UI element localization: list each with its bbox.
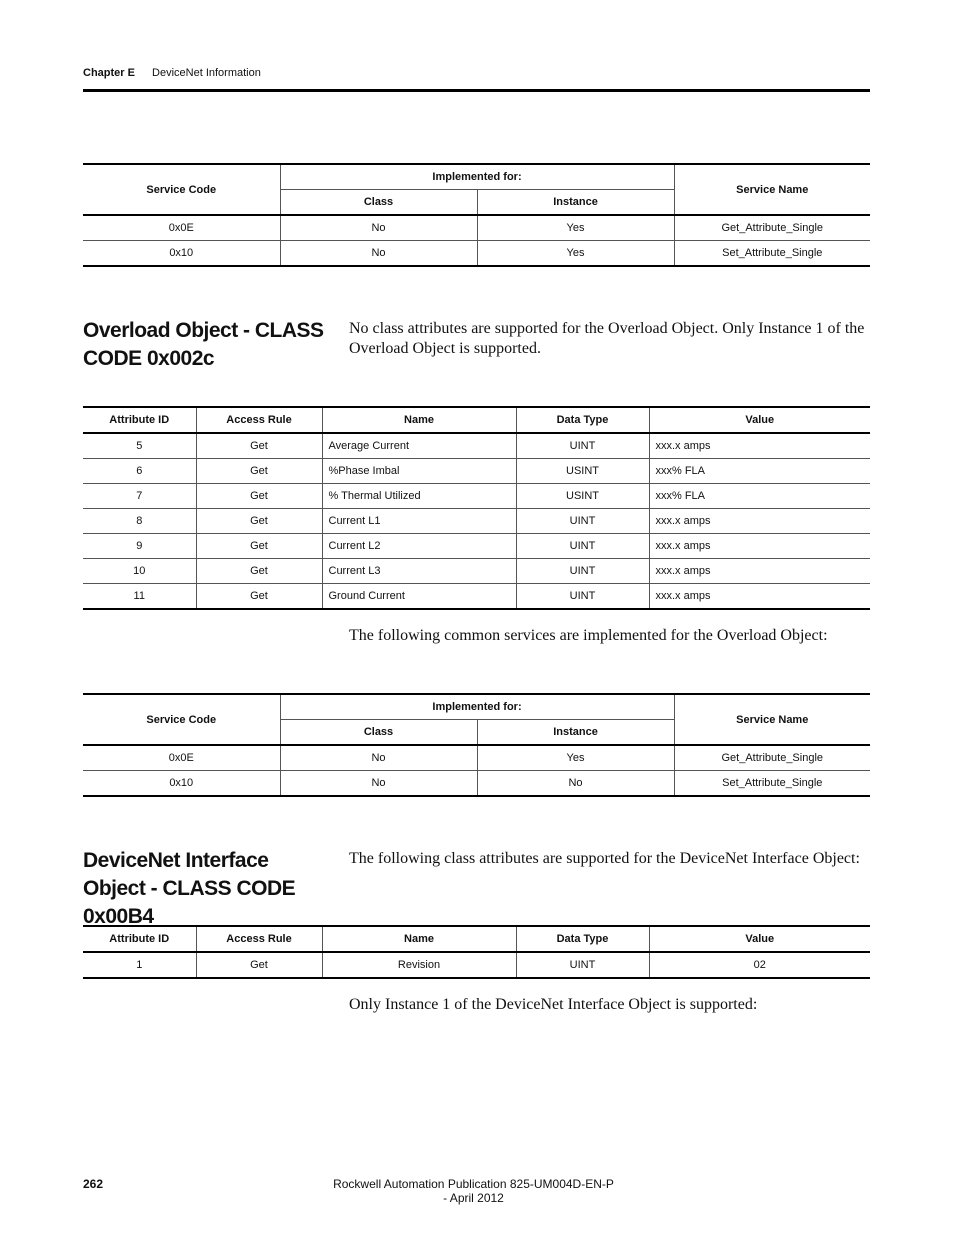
service-code-cell: 0x10 [83, 771, 280, 797]
chapter-title: DeviceNet Information [152, 67, 261, 79]
attribute-id-cell: 7 [83, 484, 196, 509]
name-header: Name [322, 926, 516, 952]
data-type-cell: USINT [516, 484, 649, 509]
attribute-id-header: Attribute ID [83, 926, 196, 952]
overload-intro: No class attributes are supported for the Overload Object. Only Instance 1 of the Overload Object is supported. [349, 320, 865, 357]
access-rule-header: Access Rule [196, 926, 322, 952]
class-cell: No [280, 771, 477, 797]
service-name-header: Service Name [674, 164, 870, 215]
service-name-cell: Get_Attribute_Single [674, 215, 870, 241]
instance-header: Instance [477, 190, 674, 216]
services-table-2 [83, 693, 870, 797]
name-header: Name [322, 407, 516, 433]
access-rule-cell: Get [196, 433, 322, 459]
value-cell: xxx.x amps [649, 559, 870, 584]
devicenet-section-heading: DeviceNet Interface Object - CLASS CODE 0x00B4 [83, 849, 296, 928]
name-cell: Ground Current [322, 584, 516, 610]
data-type-cell: UINT [516, 559, 649, 584]
chapter-label: Chapter E [83, 67, 135, 79]
class-cell: No [280, 745, 477, 771]
class-header: Class [280, 720, 477, 746]
access-rule-cell: Get [196, 534, 322, 559]
value-header: Value [649, 926, 870, 952]
table-row [83, 584, 870, 610]
service-name-cell: Get_Attribute_Single [674, 745, 870, 771]
attribute-id-cell: 9 [83, 534, 196, 559]
instance-cell: Yes [477, 241, 674, 267]
table-row [83, 559, 870, 584]
overload-attributes-table [83, 406, 870, 610]
instance-cell: No [477, 771, 674, 797]
data-type-cell: UINT [516, 509, 649, 534]
access-rule-cell: Get [196, 584, 322, 610]
value-cell: xxx.x amps [649, 509, 870, 534]
name-cell: % Thermal Utilized [322, 484, 516, 509]
class-cell: No [280, 215, 477, 241]
access-rule-cell: Get [196, 459, 322, 484]
data-type-header: Data Type [516, 407, 649, 433]
class-header: Class [280, 190, 477, 216]
service-code-cell: 0x0E [83, 215, 280, 241]
data-type-header: Data Type [516, 926, 649, 952]
name-cell: Current L3 [322, 559, 516, 584]
attribute-id-cell: 5 [83, 433, 196, 459]
service-code-header: Service Code [83, 164, 280, 215]
name-cell: Average Current [322, 433, 516, 459]
table-row [83, 534, 870, 559]
service-name-cell: Set_Attribute_Single [674, 241, 870, 267]
name-cell: Current L1 [322, 509, 516, 534]
instance-cell: Yes [477, 215, 674, 241]
header-rule [83, 89, 870, 92]
table-row [83, 952, 870, 978]
value-cell: xxx.x amps [649, 584, 870, 610]
access-rule-cell: Get [196, 952, 322, 978]
table-row [83, 459, 870, 484]
value-cell: xxx% FLA [649, 484, 870, 509]
services-table-1 [83, 163, 870, 267]
devicenet-attributes-table [83, 925, 870, 979]
table-row [83, 484, 870, 509]
name-cell: Current L2 [322, 534, 516, 559]
data-type-cell: UINT [516, 534, 649, 559]
instance-cell: Yes [477, 745, 674, 771]
value-cell: 02 [649, 952, 870, 978]
value-cell: xxx% FLA [649, 459, 870, 484]
table-row [83, 509, 870, 534]
value-cell: xxx.x amps [649, 534, 870, 559]
access-rule-cell: Get [196, 559, 322, 584]
data-type-cell: USINT [516, 459, 649, 484]
page-header [83, 67, 261, 79]
attribute-id-cell: 11 [83, 584, 196, 610]
service-code-cell: 0x10 [83, 241, 280, 267]
attribute-id-cell: 8 [83, 509, 196, 534]
access-rule-header: Access Rule [196, 407, 322, 433]
data-type-cell: UINT [516, 584, 649, 610]
attribute-id-cell: 1 [83, 952, 196, 978]
overload-section-heading: Overload Object - CLASS CODE 0x002c [83, 319, 324, 370]
service-name-cell: Set_Attribute_Single [674, 771, 870, 797]
overload-services-intro: The following common services are implemented for the Overload Object: [349, 627, 828, 644]
value-cell: xxx.x amps [649, 433, 870, 459]
class-cell: No [280, 241, 477, 267]
name-cell: %Phase Imbal [322, 459, 516, 484]
data-type-cell: UINT [516, 952, 649, 978]
access-rule-cell: Get [196, 484, 322, 509]
devicenet-instance-note: Only Instance 1 of the DeviceNet Interface Object is supported: [349, 996, 758, 1013]
implemented-for-header: Implemented for: [280, 694, 674, 720]
name-cell: Revision [322, 952, 516, 978]
attribute-id-cell: 6 [83, 459, 196, 484]
publication-info: Rockwell Automation Publication 825-UM004D-EN-P - April 2012 [333, 1177, 614, 1205]
access-rule-cell: Get [196, 509, 322, 534]
page-number: 262 [83, 1177, 104, 1191]
table-row [83, 745, 870, 771]
table-row [83, 241, 870, 267]
table-row [83, 433, 870, 459]
data-type-cell: UINT [516, 433, 649, 459]
value-header: Value [649, 407, 870, 433]
service-code-header: Service Code [83, 694, 280, 745]
table-row [83, 771, 870, 797]
service-code-cell: 0x0E [83, 745, 280, 771]
service-name-header: Service Name [674, 694, 870, 745]
attribute-id-header: Attribute ID [83, 407, 196, 433]
attribute-id-cell: 10 [83, 559, 196, 584]
instance-header: Instance [477, 720, 674, 746]
implemented-for-header: Implemented for: [280, 164, 674, 190]
devicenet-intro: The following class attributes are supported for the DeviceNet Interface Object: [349, 850, 860, 867]
table-row [83, 215, 870, 241]
